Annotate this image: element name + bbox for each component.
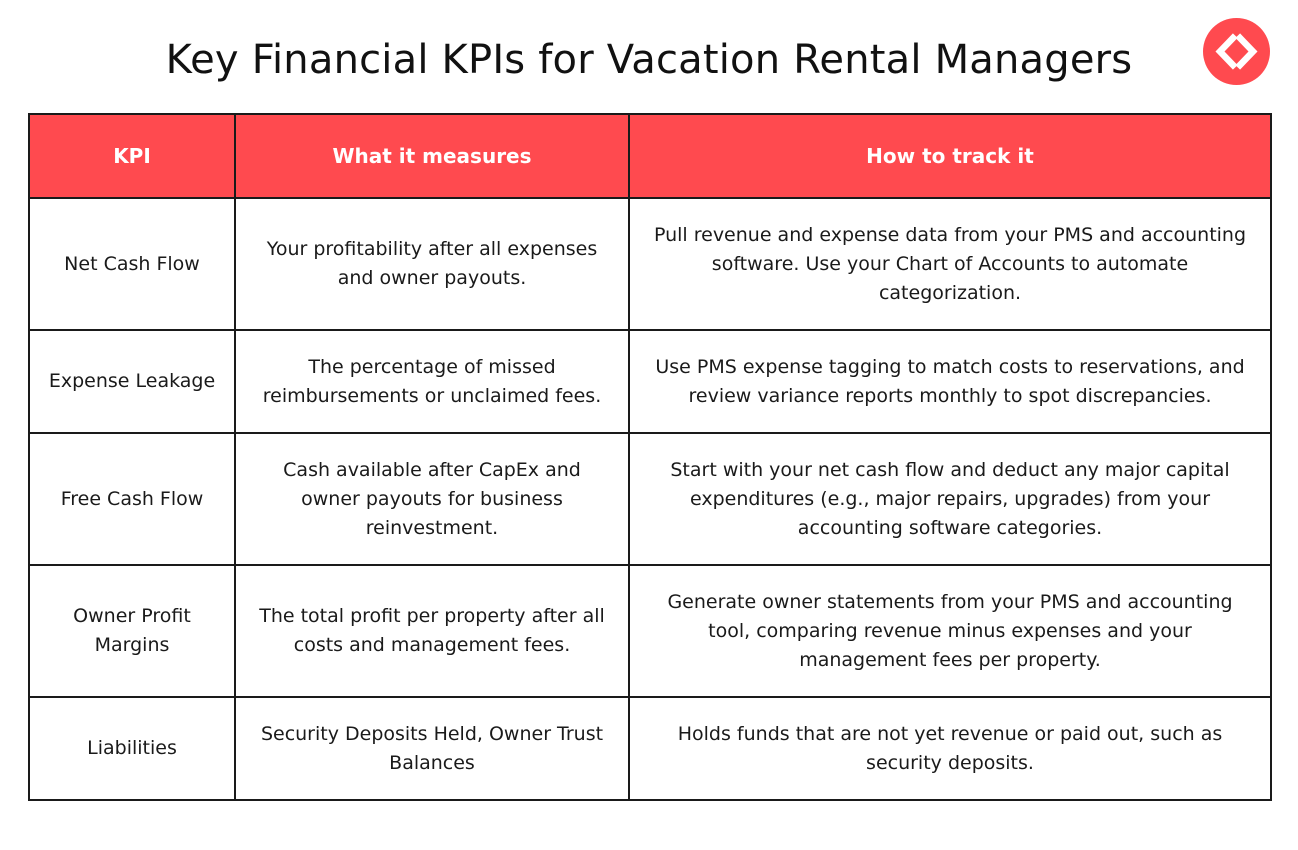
page-title: Key Financial KPIs for Vacation Rental Managers bbox=[165, 37, 1133, 83]
kpi-name-cell: Expense Leakage bbox=[29, 330, 235, 433]
measures-cell: The percentage of missed reimbursements or unclaimed fees. bbox=[235, 330, 629, 433]
kpi-name-cell: Net Cash Flow bbox=[29, 198, 235, 330]
kpi-table bbox=[28, 113, 1272, 801]
track-cell: Holds funds that are not yet revenue or paid out, such as security deposits. bbox=[629, 697, 1271, 800]
measures-cell: Your profitability after all expenses and owner payouts. bbox=[235, 198, 629, 330]
track-cell: Pull revenue and expense data from your PMS and accounting software. Use your Chart of Accounts to automate categorization. bbox=[629, 198, 1271, 330]
track-cell: Use PMS expense tagging to match costs to reservations, and review variance reports monthly to spot discrepancies. bbox=[629, 330, 1271, 433]
table-row bbox=[29, 330, 1271, 433]
track-cell: Generate owner statements from your PMS and accounting tool, comparing revenue minus expenses and your management fees per property. bbox=[629, 565, 1271, 697]
header-what-it-measures: What it measures bbox=[235, 114, 629, 198]
header-how-to-track: How to track it bbox=[629, 114, 1271, 198]
kpi-name-cell: Free Cash Flow bbox=[29, 433, 235, 565]
logo bbox=[1203, 18, 1270, 85]
kpi-name-cell: Owner Profit Margins bbox=[29, 565, 235, 697]
table-row bbox=[29, 565, 1271, 697]
table-row bbox=[29, 697, 1271, 800]
kpi-name-cell: Liabilities bbox=[29, 697, 235, 800]
measures-cell: The total profit per property after all costs and management fees. bbox=[235, 565, 629, 697]
table-row bbox=[29, 198, 1271, 330]
code-brackets-icon bbox=[1203, 18, 1270, 85]
measures-cell: Cash available after CapEx and owner payouts for business reinvestment. bbox=[235, 433, 629, 565]
track-cell: Start with your net cash flow and deduct any major capital expenditures (e.g., major repairs, upgrades) from your accounting software categories. bbox=[629, 433, 1271, 565]
measures-cell: Security Deposits Held, Owner Trust Balances bbox=[235, 697, 629, 800]
table-row bbox=[29, 433, 1271, 565]
table-header-row bbox=[29, 114, 1271, 198]
header-kpi: KPI bbox=[29, 114, 235, 198]
